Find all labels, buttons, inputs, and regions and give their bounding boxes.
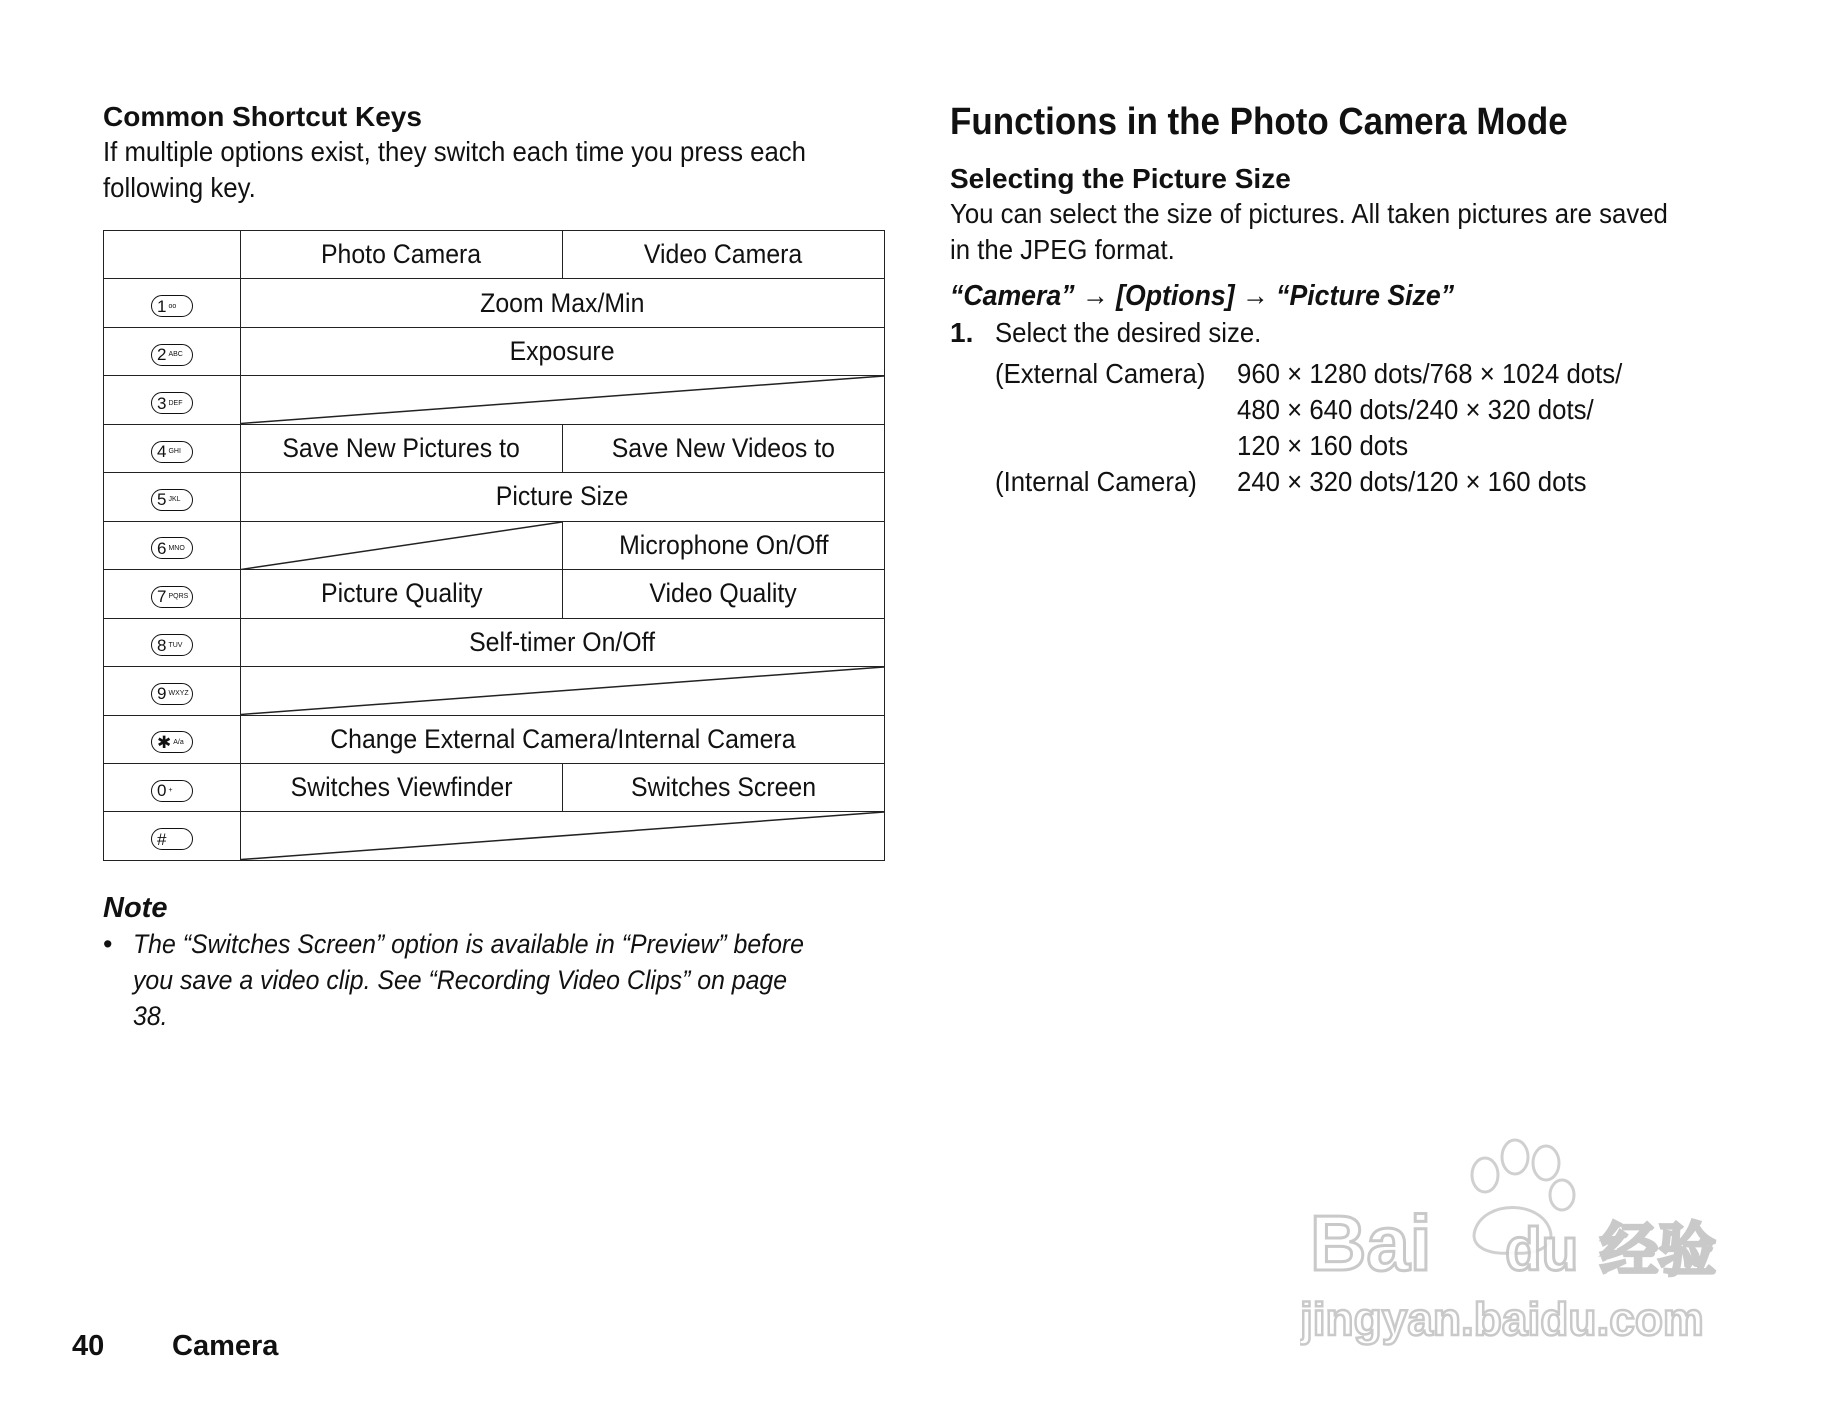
shortcut-keys-table <box>103 230 885 861</box>
keypad-key-icon <box>151 441 193 463</box>
function-label: Change External Camera/Internal Camera <box>329 723 796 754</box>
photo-camera-cell <box>241 570 563 618</box>
video-camera-cell <box>563 570 885 618</box>
key-cell <box>104 618 241 666</box>
key-cell <box>104 570 241 618</box>
shortcut-keys-heading: Common Shortcut Keys <box>103 101 422 132</box>
size-value-line: 480 × 640 dots/240 × 320 dots/ <box>1237 394 1594 425</box>
section-title: Functions in the Photo Camera Mode <box>950 101 1568 143</box>
page-number: 40 <box>72 1330 105 1362</box>
empty-cell-diagonal <box>241 812 884 860</box>
table-row <box>104 812 885 861</box>
key-cell <box>104 812 241 861</box>
header-label: Video Camera <box>644 239 803 270</box>
key-number: 3 <box>157 393 167 413</box>
keypad-key-icon <box>151 344 193 366</box>
table-row <box>104 521 885 569</box>
keypad-key-icon <box>151 537 193 559</box>
function-cell <box>241 376 885 424</box>
function-cell <box>241 327 885 375</box>
key-number: ✱ <box>157 732 172 752</box>
size-value-line: 240 × 320 dots/120 × 160 dots <box>1237 466 1587 497</box>
key-letters: DEF <box>168 399 183 407</box>
key-number: 5 <box>157 490 167 510</box>
keypad-key-icon <box>151 586 193 608</box>
left-column <box>103 100 883 206</box>
function-label: Microphone On/Off <box>618 529 829 560</box>
header-cell <box>241 231 563 279</box>
empty-cell-diagonal <box>241 522 562 569</box>
function-label: Switches Screen <box>630 772 817 803</box>
svg-text:Bai: Bai <box>1310 1199 1432 1287</box>
note-block <box>103 890 883 1034</box>
right-column <box>950 100 1750 500</box>
keypad-key-icon <box>151 392 193 414</box>
key-number: 7 <box>157 587 167 607</box>
keypad-key-icon <box>151 683 193 705</box>
menu-path: “Camera” → [Options] → “Picture Size” <box>950 280 1455 312</box>
photo-camera-cell <box>241 521 563 569</box>
key-letters: TUV <box>168 641 183 649</box>
key-letters: + <box>168 787 173 795</box>
function-label: Exposure <box>510 336 615 367</box>
key-letters: JKL <box>168 496 181 504</box>
video-camera-cell <box>563 424 885 472</box>
key-cell <box>104 376 241 424</box>
function-label: Save New Videos to <box>611 433 836 464</box>
keypad-key-icon <box>151 295 193 317</box>
shortcut-keys-intro: If multiple options exist, they switch each time you press each following key. <box>103 136 807 203</box>
step-text: Select the desired size. <box>995 317 1262 348</box>
key-number: 4 <box>157 442 167 462</box>
key-number: 0 <box>157 781 167 801</box>
key-number: 8 <box>157 635 167 655</box>
key-letters: PQRS <box>168 593 189 601</box>
function-label: Self-timer On/Off <box>469 626 656 657</box>
key-letters: A/a <box>173 738 184 746</box>
key-cell <box>104 521 241 569</box>
size-row-internal <box>995 464 1750 500</box>
function-cell <box>241 812 885 861</box>
table-row <box>104 715 885 763</box>
table-row <box>104 327 885 375</box>
key-number: 6 <box>157 538 167 558</box>
keypad-key-icon <box>151 780 193 802</box>
size-values <box>1237 356 1622 464</box>
key-letters: ᴏᴏ <box>168 302 177 310</box>
photo-camera-cell <box>241 424 563 472</box>
size-values <box>1237 464 1586 500</box>
function-label: Zoom Max/Min <box>480 287 645 318</box>
keypad-key-icon <box>151 634 193 656</box>
function-label: Save New Pictures to <box>282 433 521 464</box>
bullet: • <box>103 929 113 959</box>
size-label: (Internal Camera) <box>995 466 1197 497</box>
key-cell <box>104 715 241 763</box>
footer-section: Camera <box>172 1330 279 1362</box>
key-letters: MNO <box>168 544 185 552</box>
step-number: 1. <box>950 317 974 348</box>
svg-text:du: du <box>1505 1216 1579 1283</box>
note-text: The “Switches Screen” option is available in “Preview” before you save a video clip. See “Recording Video Clips” on page 38. <box>133 929 804 1031</box>
video-camera-cell <box>563 521 885 569</box>
table-row <box>104 376 885 424</box>
keypad-key-icon <box>151 828 193 850</box>
function-label: Picture Size <box>496 481 629 512</box>
function-cell <box>241 667 885 715</box>
key-number: 2 <box>157 345 167 365</box>
function-label: Switches Viewfinder <box>290 772 513 803</box>
header-cell <box>563 231 885 279</box>
function-label: Picture Quality <box>320 578 483 609</box>
function-label: Video Quality <box>649 578 798 609</box>
empty-cell-diagonal <box>241 376 884 423</box>
key-cell <box>104 763 241 811</box>
header-label: Photo Camera <box>321 239 482 270</box>
key-number: 1 <box>157 296 167 316</box>
size-value-line: 960 × 1280 dots/768 × 1024 dots/ <box>1237 358 1623 389</box>
table-header-row <box>104 231 885 279</box>
table-row <box>104 618 885 666</box>
step-item <box>950 314 1750 352</box>
function-cell <box>241 618 885 666</box>
key-letters: GHI <box>168 448 181 456</box>
keypad-key-icon <box>151 489 193 511</box>
table-row <box>104 279 885 327</box>
baidu-watermark-logo <box>1300 1135 1760 1355</box>
keypad-key-icon <box>151 731 193 753</box>
size-row-external <box>995 356 1750 464</box>
size-value-line: 120 × 160 dots <box>1237 430 1409 461</box>
table-row <box>104 667 885 715</box>
key-number: 9 <box>157 684 167 704</box>
table-row <box>104 473 885 521</box>
key-cell <box>104 424 241 472</box>
table-row <box>104 424 885 472</box>
page-footer <box>72 1330 278 1363</box>
video-camera-cell <box>563 763 885 811</box>
header-key-cell <box>104 231 241 279</box>
picture-size-heading: Selecting the Picture Size <box>950 163 1291 194</box>
note-item <box>103 926 883 1034</box>
key-cell <box>104 327 241 375</box>
table-row <box>104 570 885 618</box>
key-cell <box>104 667 241 715</box>
picture-size-intro: You can select the size of pictures. All taken pictures are saved in the JPEG format. <box>950 198 1668 265</box>
key-letters: WXYZ <box>168 690 189 698</box>
empty-cell-diagonal <box>241 667 884 714</box>
photo-camera-cell <box>241 763 563 811</box>
function-cell <box>241 715 885 763</box>
svg-text:经验: 经验 <box>1600 1216 1717 1284</box>
key-number: # <box>157 829 167 849</box>
function-cell <box>241 473 885 521</box>
svg-text:jingyan.baidu.com: jingyan.baidu.com <box>1300 1293 1704 1345</box>
note-title: Note <box>103 892 168 924</box>
key-letters: ABC <box>168 351 183 359</box>
key-cell <box>104 279 241 327</box>
function-cell <box>241 279 885 327</box>
table-row <box>104 763 885 811</box>
size-label: (External Camera) <box>995 358 1206 389</box>
key-cell <box>104 473 241 521</box>
